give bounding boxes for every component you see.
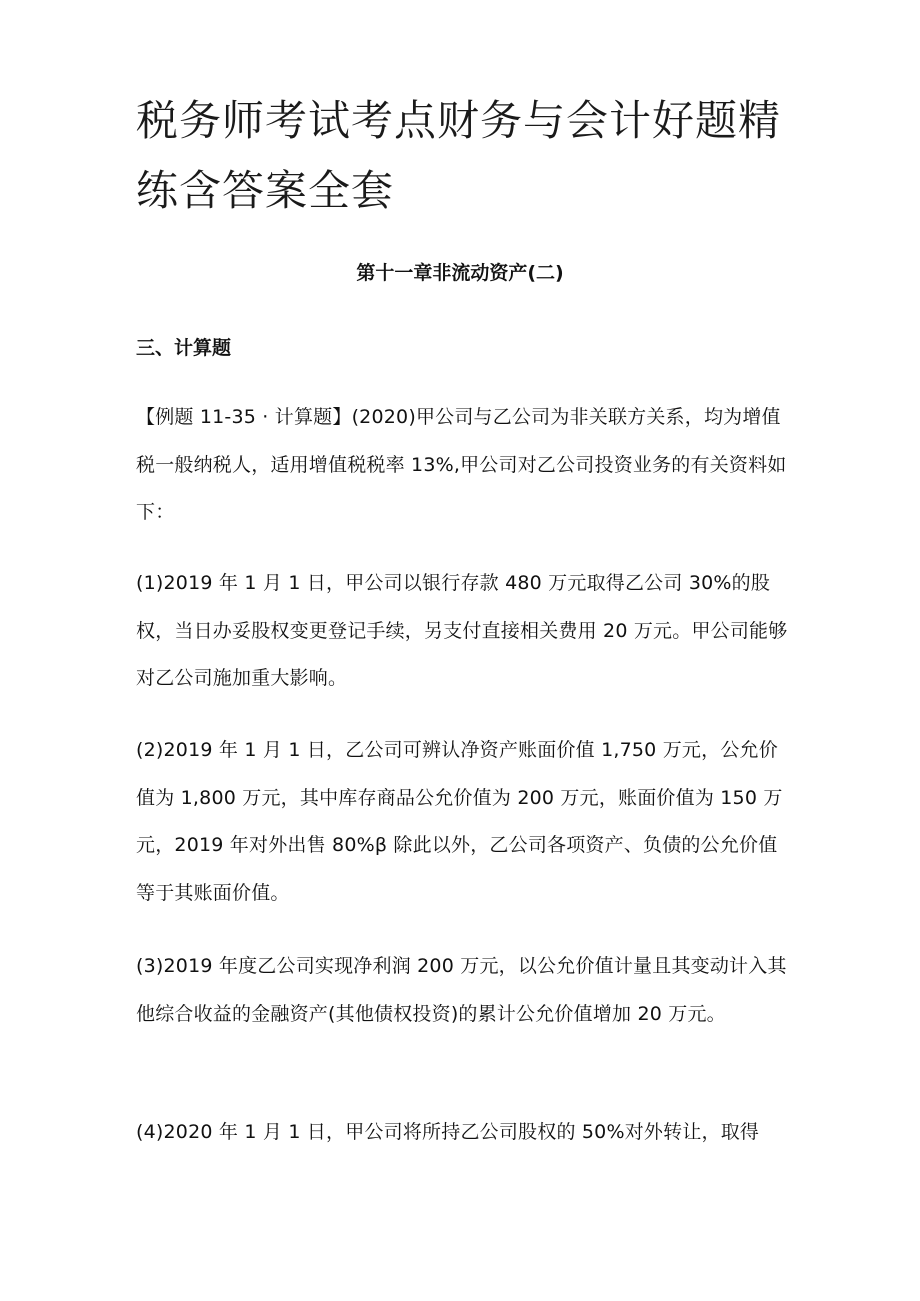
paragraph-example-intro: 【例题 11-35 · 计算题】(2020)甲公司与乙公司为非关联方关系，均为增值税一般纳税人，适用增值税税率 13%,甲公司对乙公司投资业务的有关资料如下：	[136, 406, 787, 523]
paragraph-item-1: (1)2019 年 1 月 1 日，甲公司以银行存款 480 万元取得乙公司 30%的股权，当日办妥股权变更登记手续，另支付直接相关费用 20 万元。甲公司能够对乙公司施加重大影响。	[136, 572, 788, 689]
document-title: 税务师考试考点财务与会计好题精练含答案全套	[136, 96, 782, 215]
chapter-title: 第十一章非流动资产(二)	[356, 262, 564, 284]
paragraph-item-2: (2)2019 年 1 月 1 日，乙公司可辨认净资产账面价值 1,750 万元，公允价值为 1,800 万元，其中库存商品公允价值为 200 万元，账面价值为 150 万元，2019 年对外出售 80%β 除此以外，乙公司各项资产、负债的公允价值等于其账面价值。	[136, 739, 783, 904]
section-heading: 三、计算题	[136, 337, 232, 359]
paragraph-item-3: (3)2019 年度乙公司实现净利润 200 万元，以公允价值计量且其变动计入其他综合收益的金融资产(其他债权投资)的累计公允价值增加 20 万元。	[136, 955, 787, 1025]
paragraph-item-4: (4)2020 年 1 月 1 日，甲公司将所持乙公司股权的 50%对外转让，取得	[136, 1121, 760, 1143]
